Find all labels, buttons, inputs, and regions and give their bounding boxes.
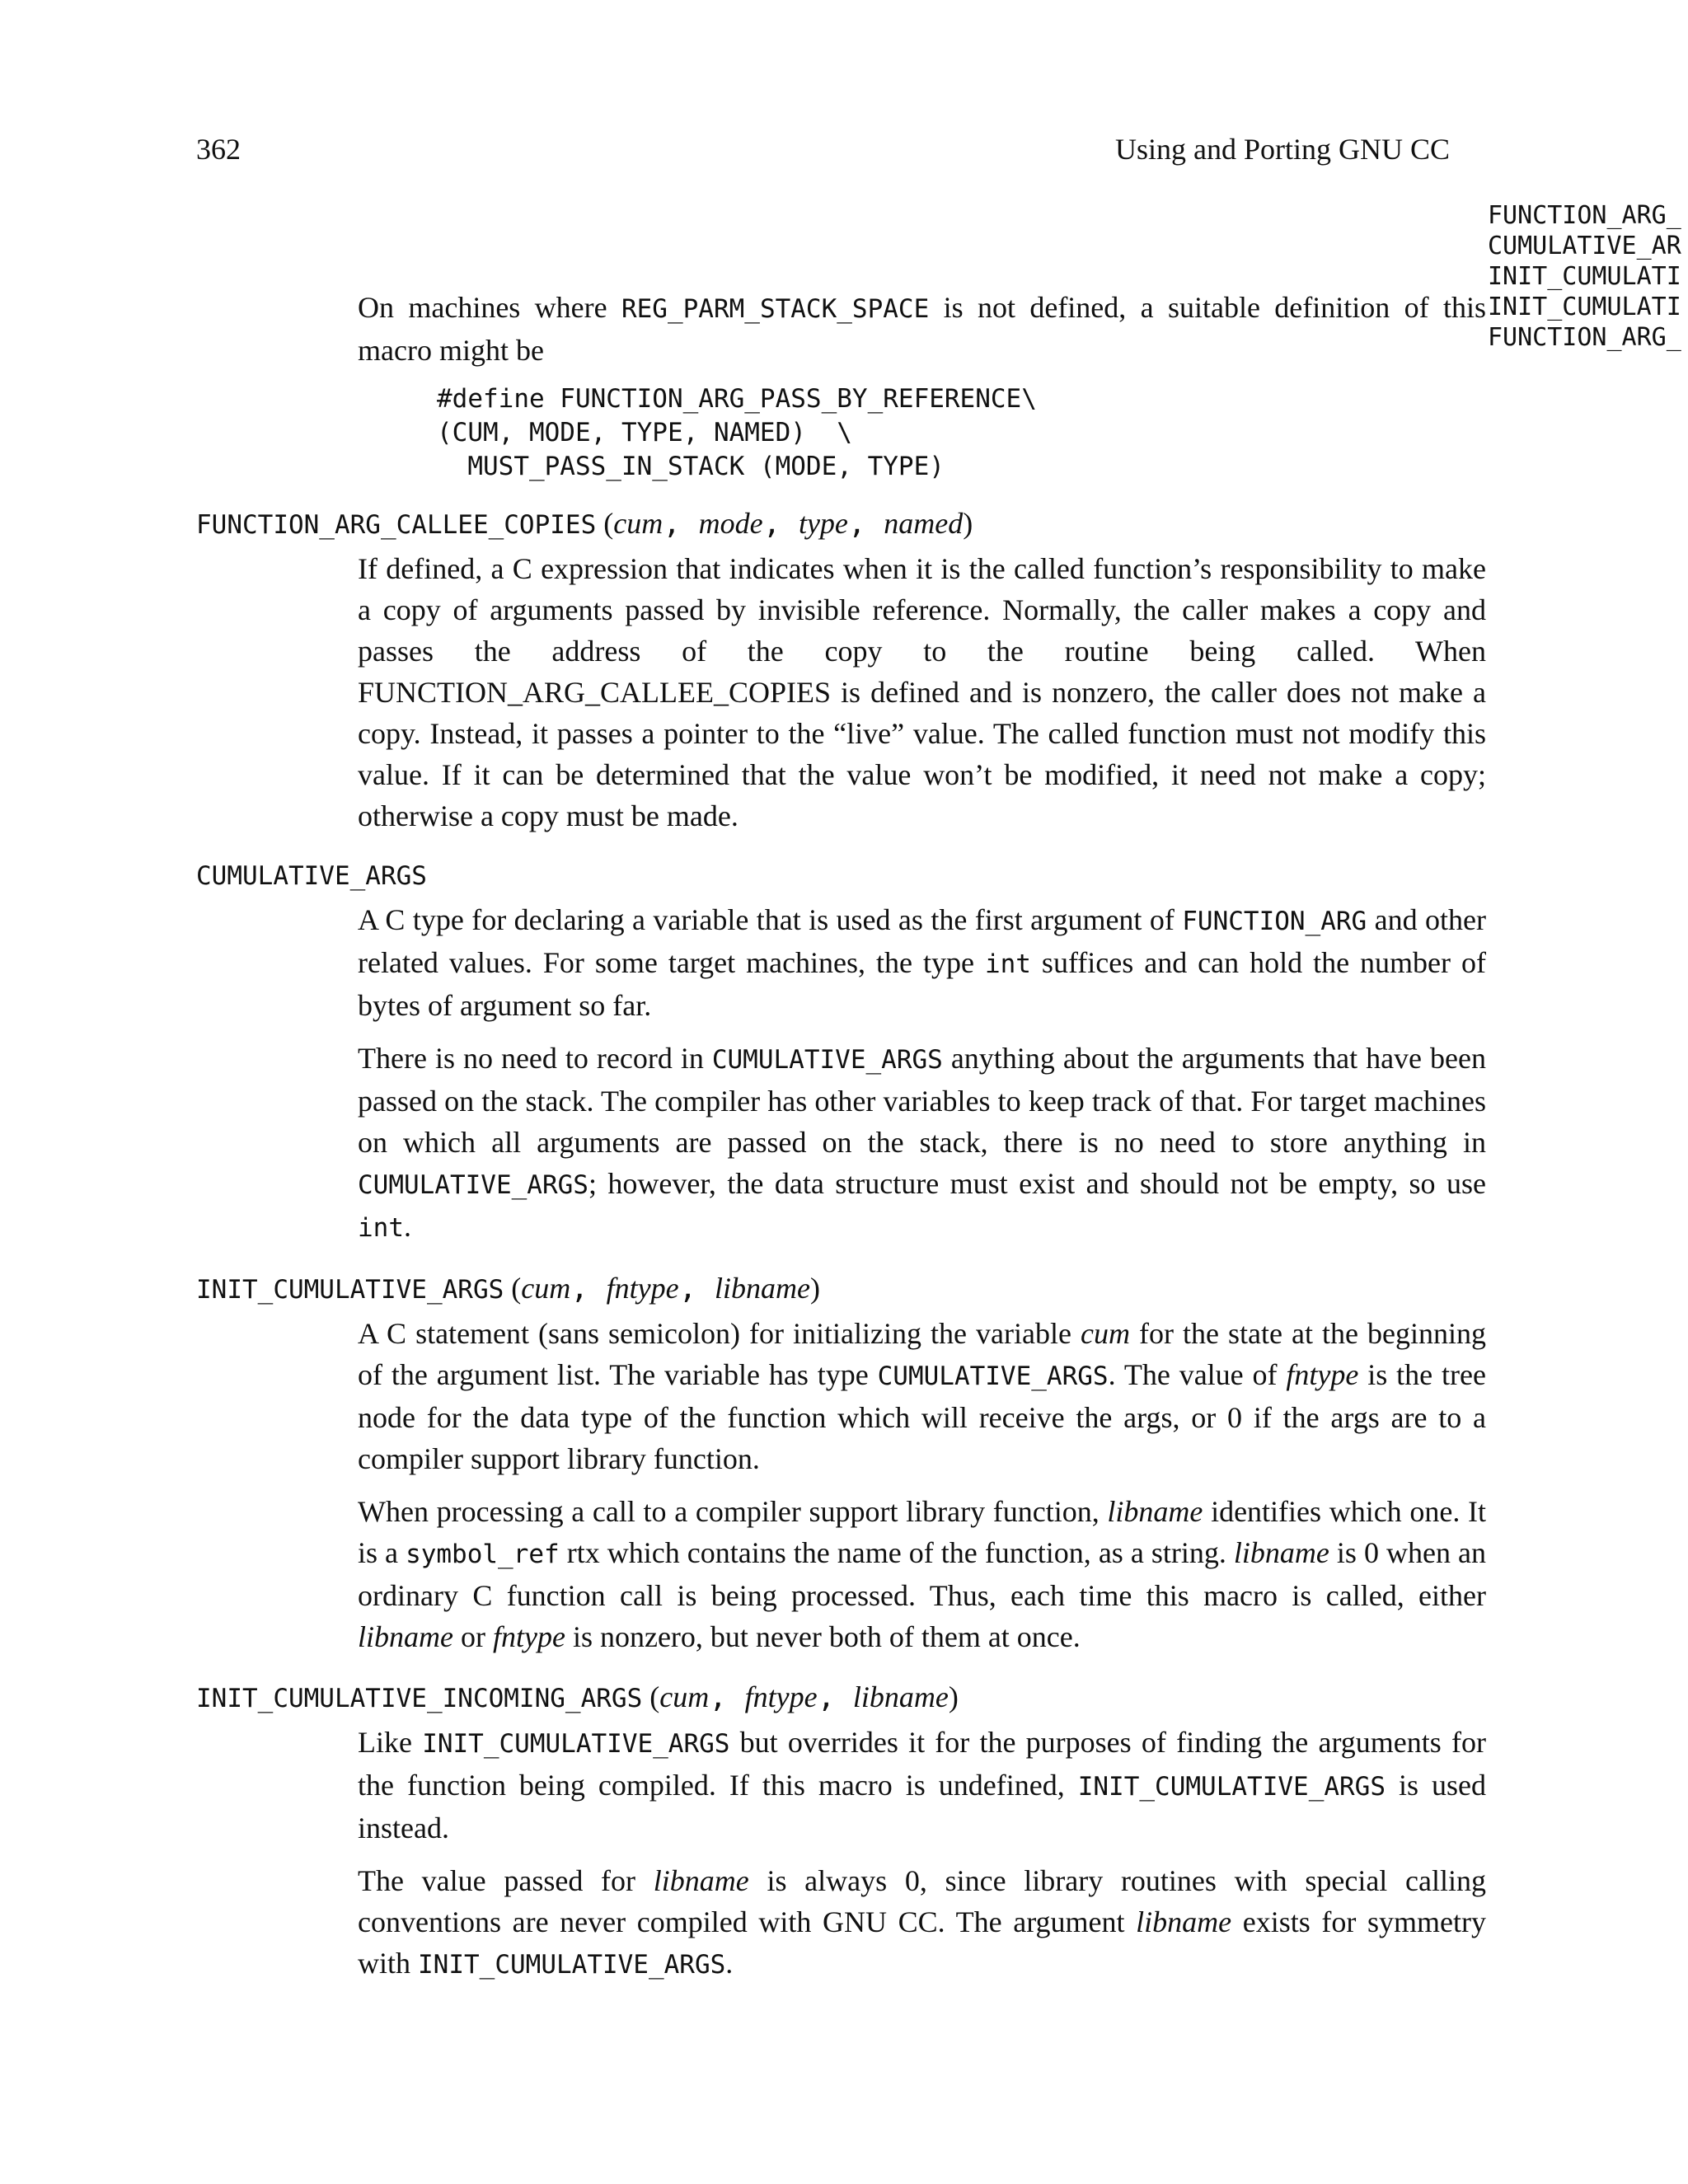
margin-index bbox=[1488, 200, 1688, 353]
entry-description: Like INIT_CUMULATIVE_ARGS but overrides it for the purposes of finding the arguments for the function being compiled. If this macro is undefined, INIT_CUMULATIVE_ARGS is used instead. bbox=[358, 1726, 1487, 1844]
entry-description: The value passed for libname is always 0, since library routines with special calling conventions are never compiled with GNU CC. The argument libname exists for symmetry with INIT_CUMULATIVE_ARGS. bbox=[358, 1864, 1486, 1980]
margin-index-item: FUNCTION_ARG_ bbox=[1488, 323, 1681, 352]
margin-index-item: FUNCTION_ARG_ bbox=[1488, 201, 1681, 230]
code-example: #define FUNCTION_ARG_PASS_BY_REFERENCE\ (CUM, MODE, TYPE, NAMED) \ MUST_PASS_IN_STACK (MODE, TYPE) bbox=[437, 384, 1037, 481]
margin-index-item: INIT_CUMULATI bbox=[1488, 262, 1681, 291]
entry-term-init-cumulative-args: INIT_CUMULATIVE_ARGS (cum, fntype, libname) bbox=[196, 1272, 820, 1305]
entry-description: A C type for declaring a variable that is used as the first argument of FUNCTION_ARG and other related values. For some target machines, the type int suffices and can hold the number of bytes of argument so far. bbox=[358, 903, 1486, 1022]
main-content bbox=[196, 287, 1486, 1997]
entry-description: There is no need to record in CUMULATIVE_ARGS anything about the arguments that have been passed on the stack. The compiler has other variables to keep track of that. For target machines on which all arguments are passed on the stack, there is no need to store anything in CUMULATIVE_ARGS; however, the data structure must exist and should not be empty, so use int. bbox=[358, 1042, 1486, 1243]
margin-index-item: INIT_CUMULATI bbox=[1488, 293, 1681, 321]
page-number: 362 bbox=[196, 133, 241, 166]
running-header-title: Using and Porting GNU CC bbox=[1115, 133, 1451, 166]
entry-description: If defined, a C expression that indicates when it is the called function’s responsibility to make a copy of arguments passed by invisible reference. Normally, the caller makes a copy and passes the address of the copy to the routine being called. When FUNCTION_ARG_CALLEE_COPIES is defined and is nonzero, the caller does not make a copy. Instead, it passes a pointer to the “live” value. The called function must not modify this value. If it can be determined that the value won’t be modified, it need not make a copy; otherwise a copy must be made. bbox=[358, 552, 1486, 832]
entry-description: When processing a call to a compiler support library function, libname identifies which one. It is a symbol_ref rtx which contains the name of the function, as a string. libname is 0 when an ordinary C function call is being processed. Thus, each time this macro is called, either libname or fntype is nonzero, but never both of them at once. bbox=[358, 1495, 1486, 1653]
intro-paragraph: On machines where REG_PARM_STACK_SPACE is not defined, a suitable definition of this macro might be bbox=[358, 291, 1487, 367]
entry-term-callee-copies: FUNCTION_ARG_CALLEE_COPIES (cum, mode, type, named) bbox=[196, 507, 973, 541]
entry-term-init-cumulative-incoming-args: INIT_CUMULATIVE_INCOMING_ARGS (cum, fntype, libname) bbox=[196, 1680, 959, 1714]
entry-description: A C statement (sans semicolon) for initializing the variable cum for the state at the beginning of the argument list. The variable has type CUMULATIVE_ARGS. The value of fntype is the tree node for the data type of the function which will receive the args, or 0 if the args are to a compiler support library function. bbox=[358, 1317, 1486, 1475]
entry-term-cumulative-args: CUMULATIVE_ARGS bbox=[196, 861, 427, 891]
margin-index-item: CUMULATIVE_AR bbox=[1488, 232, 1681, 260]
